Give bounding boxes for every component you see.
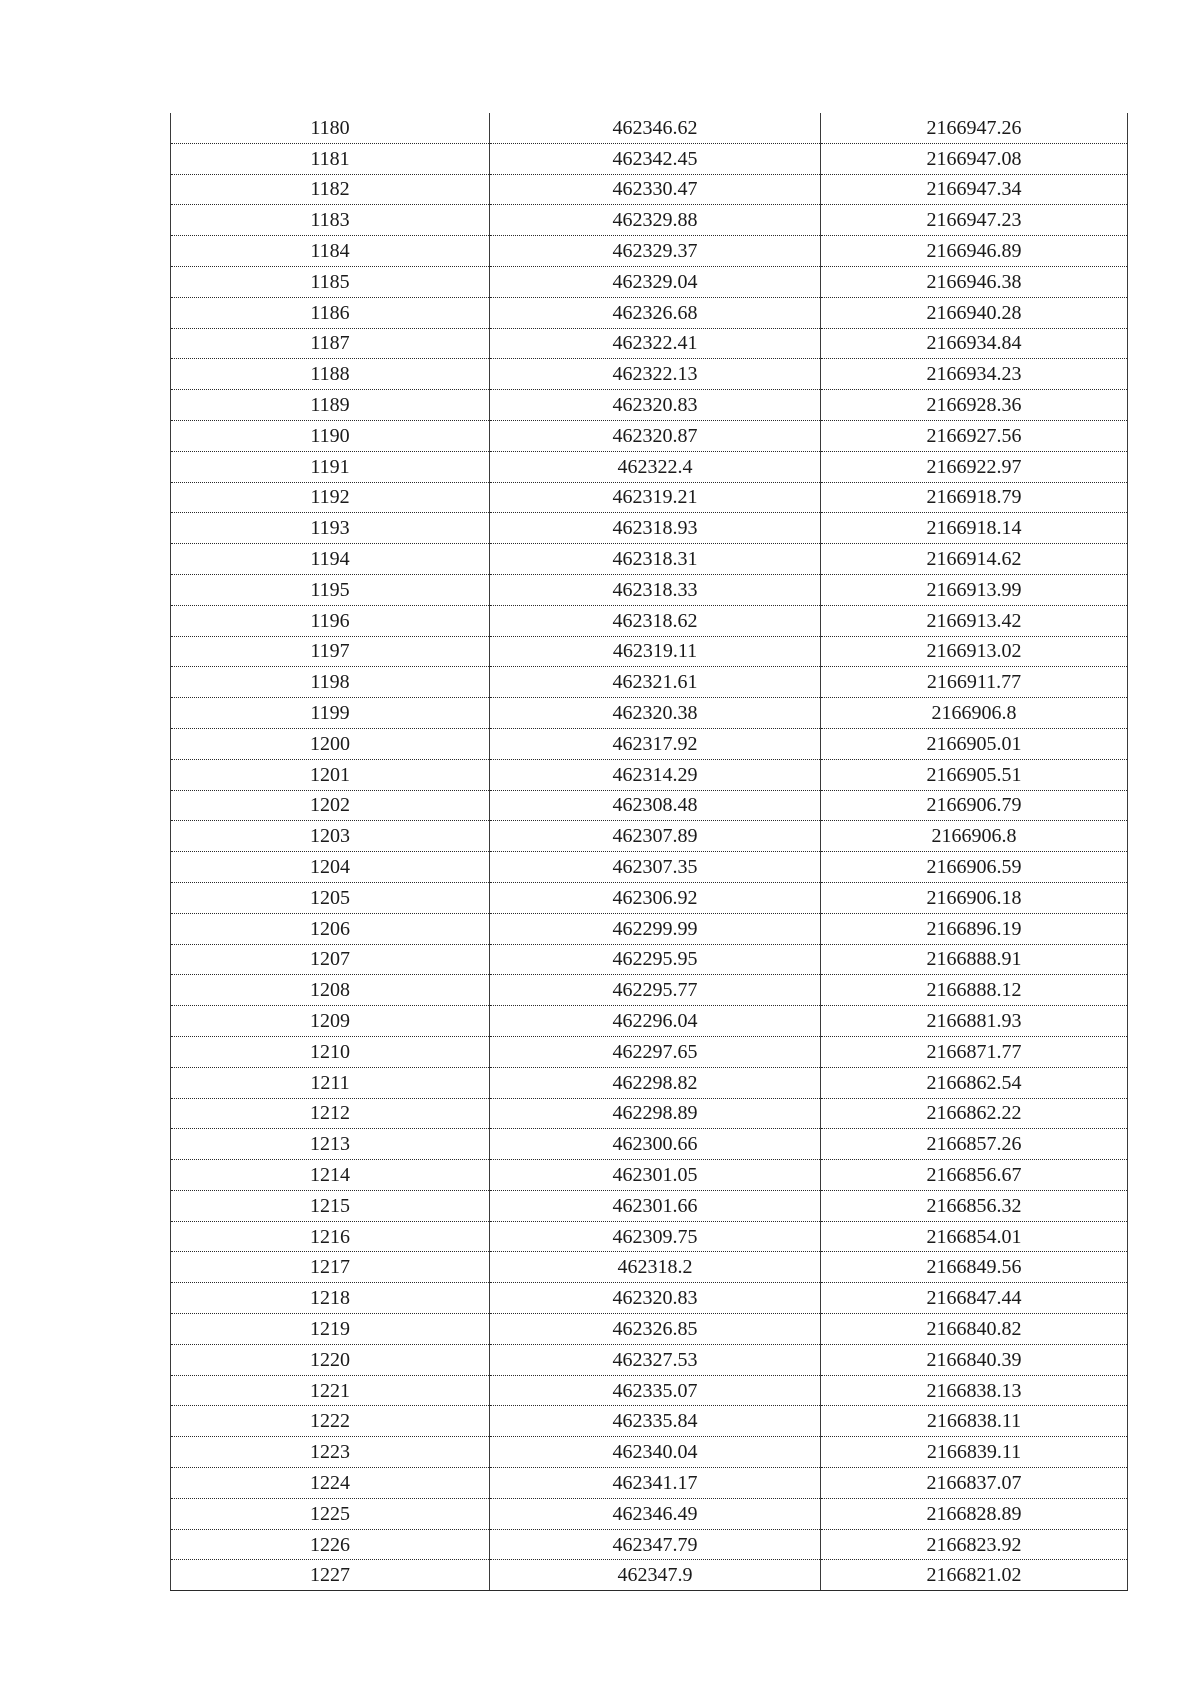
table-row: [171, 236, 1128, 267]
x-coordinate-cell: 462322.41: [490, 328, 821, 359]
y-coordinate-cell: 2166881.93: [821, 1006, 1128, 1037]
point-number-cell: 1187: [171, 328, 490, 359]
y-coordinate-cell: 2166839.11: [821, 1437, 1128, 1468]
point-number-cell: 1193: [171, 513, 490, 544]
point-number-cell: 1223: [171, 1437, 490, 1468]
y-coordinate-cell: 2166821.02: [821, 1560, 1128, 1591]
table-row: [171, 605, 1128, 636]
table-row: [171, 975, 1128, 1006]
table-row: [171, 205, 1128, 236]
table-row: [171, 1129, 1128, 1160]
x-coordinate-cell: 462326.85: [490, 1314, 821, 1345]
point-number-cell: 1185: [171, 266, 490, 297]
point-number-cell: 1219: [171, 1314, 490, 1345]
y-coordinate-cell: 2166838.11: [821, 1406, 1128, 1437]
table-row: [171, 328, 1128, 359]
x-coordinate-cell: 462297.65: [490, 1036, 821, 1067]
point-number-cell: 1188: [171, 359, 490, 390]
y-coordinate-cell: 2166840.82: [821, 1314, 1128, 1345]
table-row: [171, 1529, 1128, 1560]
point-number-cell: 1194: [171, 544, 490, 575]
table-row: [171, 266, 1128, 297]
point-number-cell: 1212: [171, 1098, 490, 1129]
table-row: [171, 574, 1128, 605]
y-coordinate-cell: 2166888.12: [821, 975, 1128, 1006]
point-number-cell: 1180: [171, 113, 490, 143]
table-row: [171, 1221, 1128, 1252]
point-number-cell: 1209: [171, 1006, 490, 1037]
table-row: [171, 1006, 1128, 1037]
y-coordinate-cell: 2166928.36: [821, 390, 1128, 421]
table-row: [171, 698, 1128, 729]
y-coordinate-cell: 2166946.38: [821, 266, 1128, 297]
point-number-cell: 1201: [171, 759, 490, 790]
table-row: [171, 667, 1128, 698]
x-coordinate-cell: 462327.53: [490, 1344, 821, 1375]
table-row: [171, 359, 1128, 390]
y-coordinate-cell: 2166837.07: [821, 1468, 1128, 1499]
table-row: [171, 544, 1128, 575]
x-coordinate-cell: 462335.84: [490, 1406, 821, 1437]
y-coordinate-cell: 2166862.54: [821, 1067, 1128, 1098]
point-number-cell: 1206: [171, 913, 490, 944]
x-coordinate-cell: 462322.13: [490, 359, 821, 390]
y-coordinate-cell: 2166888.91: [821, 944, 1128, 975]
table-row: [171, 1498, 1128, 1529]
y-coordinate-cell: 2166940.28: [821, 297, 1128, 328]
y-coordinate-cell: 2166905.51: [821, 759, 1128, 790]
point-number-cell: 1227: [171, 1560, 490, 1591]
x-coordinate-cell: 462318.62: [490, 605, 821, 636]
x-coordinate-cell: 462341.17: [490, 1468, 821, 1499]
point-number-cell: 1220: [171, 1344, 490, 1375]
y-coordinate-cell: 2166906.79: [821, 790, 1128, 821]
y-coordinate-cell: 2166913.02: [821, 636, 1128, 667]
table-row: [171, 390, 1128, 421]
x-coordinate-cell: 462329.04: [490, 266, 821, 297]
x-coordinate-cell: 462314.29: [490, 759, 821, 790]
x-coordinate-cell: 462318.93: [490, 513, 821, 544]
point-number-cell: 1196: [171, 605, 490, 636]
y-coordinate-cell: 2166906.8: [821, 821, 1128, 852]
point-number-cell: 1224: [171, 1468, 490, 1499]
x-coordinate-cell: 462295.77: [490, 975, 821, 1006]
x-coordinate-cell: 462320.38: [490, 698, 821, 729]
y-coordinate-cell: 2166913.42: [821, 605, 1128, 636]
y-coordinate-cell: 2166947.08: [821, 143, 1128, 174]
x-coordinate-cell: 462317.92: [490, 728, 821, 759]
y-coordinate-cell: 2166871.77: [821, 1036, 1128, 1067]
point-number-cell: 1198: [171, 667, 490, 698]
table-row: [171, 790, 1128, 821]
table-row: [171, 1067, 1128, 1098]
point-number-cell: 1183: [171, 205, 490, 236]
table-row: [171, 821, 1128, 852]
point-number-cell: 1216: [171, 1221, 490, 1252]
table-row: [171, 513, 1128, 544]
table-row: [171, 1437, 1128, 1468]
x-coordinate-cell: 462300.66: [490, 1129, 821, 1160]
point-number-cell: 1207: [171, 944, 490, 975]
point-number-cell: 1215: [171, 1190, 490, 1221]
x-coordinate-cell: 462329.88: [490, 205, 821, 236]
point-number-cell: 1218: [171, 1283, 490, 1314]
y-coordinate-cell: 2166823.92: [821, 1529, 1128, 1560]
table-row: [171, 1406, 1128, 1437]
x-coordinate-cell: 462326.68: [490, 297, 821, 328]
x-coordinate-cell: 462320.83: [490, 390, 821, 421]
y-coordinate-cell: 2166906.59: [821, 852, 1128, 883]
table-row: [171, 482, 1128, 513]
x-coordinate-cell: 462298.89: [490, 1098, 821, 1129]
table-row: [171, 1098, 1128, 1129]
point-number-cell: 1221: [171, 1375, 490, 1406]
x-coordinate-cell: 462342.45: [490, 143, 821, 174]
x-coordinate-cell: 462299.99: [490, 913, 821, 944]
y-coordinate-cell: 2166857.26: [821, 1129, 1128, 1160]
x-coordinate-cell: 462296.04: [490, 1006, 821, 1037]
y-coordinate-cell: 2166947.34: [821, 174, 1128, 205]
table-row: [171, 1314, 1128, 1345]
y-coordinate-cell: 2166946.89: [821, 236, 1128, 267]
x-coordinate-cell: 462298.82: [490, 1067, 821, 1098]
x-coordinate-cell: 462301.66: [490, 1190, 821, 1221]
point-number-cell: 1204: [171, 852, 490, 883]
x-coordinate-cell: 462321.61: [490, 667, 821, 698]
point-number-cell: 1225: [171, 1498, 490, 1529]
y-coordinate-cell: 2166947.26: [821, 113, 1128, 143]
table-row: [171, 1190, 1128, 1221]
table-row: [171, 759, 1128, 790]
point-number-cell: 1217: [171, 1252, 490, 1283]
table-row: [171, 1375, 1128, 1406]
x-coordinate-cell: 462308.48: [490, 790, 821, 821]
y-coordinate-cell: 2166947.23: [821, 205, 1128, 236]
point-number-cell: 1181: [171, 143, 490, 174]
x-coordinate-cell: 462318.31: [490, 544, 821, 575]
x-coordinate-cell: 462309.75: [490, 1221, 821, 1252]
table-row: [171, 1160, 1128, 1191]
coordinate-table-body: [171, 113, 1128, 1591]
x-coordinate-cell: 462307.35: [490, 852, 821, 883]
table-row: [171, 944, 1128, 975]
y-coordinate-cell: 2166840.39: [821, 1344, 1128, 1375]
x-coordinate-cell: 462318.33: [490, 574, 821, 605]
table-row: [171, 174, 1128, 205]
x-coordinate-cell: 462306.92: [490, 882, 821, 913]
table-row: [171, 913, 1128, 944]
x-coordinate-cell: 462320.83: [490, 1283, 821, 1314]
table-row: [171, 113, 1128, 143]
y-coordinate-cell: 2166847.44: [821, 1283, 1128, 1314]
y-coordinate-cell: 2166849.56: [821, 1252, 1128, 1283]
point-number-cell: 1191: [171, 451, 490, 482]
y-coordinate-cell: 2166905.01: [821, 728, 1128, 759]
point-number-cell: 1208: [171, 975, 490, 1006]
y-coordinate-cell: 2166914.62: [821, 544, 1128, 575]
y-coordinate-cell: 2166838.13: [821, 1375, 1128, 1406]
y-coordinate-cell: 2166828.89: [821, 1498, 1128, 1529]
x-coordinate-cell: 462318.2: [490, 1252, 821, 1283]
point-number-cell: 1184: [171, 236, 490, 267]
point-number-cell: 1203: [171, 821, 490, 852]
x-coordinate-cell: 462340.04: [490, 1437, 821, 1468]
y-coordinate-cell: 2166896.19: [821, 913, 1128, 944]
y-coordinate-cell: 2166918.14: [821, 513, 1128, 544]
point-number-cell: 1214: [171, 1160, 490, 1191]
table-row: [171, 1036, 1128, 1067]
y-coordinate-cell: 2166862.22: [821, 1098, 1128, 1129]
point-number-cell: 1213: [171, 1129, 490, 1160]
point-number-cell: 1205: [171, 882, 490, 913]
y-coordinate-cell: 2166906.18: [821, 882, 1128, 913]
y-coordinate-cell: 2166934.84: [821, 328, 1128, 359]
y-coordinate-cell: 2166913.99: [821, 574, 1128, 605]
point-number-cell: 1200: [171, 728, 490, 759]
table-row: [171, 852, 1128, 883]
x-coordinate-cell: 462346.49: [490, 1498, 821, 1529]
point-number-cell: 1211: [171, 1067, 490, 1098]
table-row: [171, 451, 1128, 482]
y-coordinate-cell: 2166911.77: [821, 667, 1128, 698]
table-row: [171, 1283, 1128, 1314]
x-coordinate-cell: 462307.89: [490, 821, 821, 852]
point-number-cell: 1222: [171, 1406, 490, 1437]
x-coordinate-cell: 462295.95: [490, 944, 821, 975]
point-number-cell: 1226: [171, 1529, 490, 1560]
x-coordinate-cell: 462320.87: [490, 420, 821, 451]
point-number-cell: 1182: [171, 174, 490, 205]
table-row: [171, 1468, 1128, 1499]
point-number-cell: 1190: [171, 420, 490, 451]
x-coordinate-cell: 462335.07: [490, 1375, 821, 1406]
point-number-cell: 1195: [171, 574, 490, 605]
table-row: [171, 882, 1128, 913]
table-row: [171, 143, 1128, 174]
table-row: [171, 636, 1128, 667]
y-coordinate-cell: 2166856.67: [821, 1160, 1128, 1191]
x-coordinate-cell: 462322.4: [490, 451, 821, 482]
point-number-cell: 1186: [171, 297, 490, 328]
x-coordinate-cell: 462329.37: [490, 236, 821, 267]
y-coordinate-cell: 2166854.01: [821, 1221, 1128, 1252]
y-coordinate-cell: 2166906.8: [821, 698, 1128, 729]
table-row: [171, 728, 1128, 759]
y-coordinate-cell: 2166856.32: [821, 1190, 1128, 1221]
point-number-cell: 1189: [171, 390, 490, 421]
x-coordinate-cell: 462319.11: [490, 636, 821, 667]
point-number-cell: 1197: [171, 636, 490, 667]
y-coordinate-cell: 2166918.79: [821, 482, 1128, 513]
point-number-cell: 1192: [171, 482, 490, 513]
point-number-cell: 1202: [171, 790, 490, 821]
table-row: [171, 297, 1128, 328]
coordinate-table: [170, 113, 1128, 1591]
table-row: [171, 1252, 1128, 1283]
y-coordinate-cell: 2166927.56: [821, 420, 1128, 451]
y-coordinate-cell: 2166922.97: [821, 451, 1128, 482]
x-coordinate-cell: 462347.79: [490, 1529, 821, 1560]
x-coordinate-cell: 462330.47: [490, 174, 821, 205]
point-number-cell: 1199: [171, 698, 490, 729]
table-row: [171, 1344, 1128, 1375]
table-row: [171, 1560, 1128, 1591]
x-coordinate-cell: 462301.05: [490, 1160, 821, 1191]
x-coordinate-cell: 462347.9: [490, 1560, 821, 1591]
x-coordinate-cell: 462346.62: [490, 113, 821, 143]
x-coordinate-cell: 462319.21: [490, 482, 821, 513]
y-coordinate-cell: 2166934.23: [821, 359, 1128, 390]
table-row: [171, 420, 1128, 451]
point-number-cell: 1210: [171, 1036, 490, 1067]
